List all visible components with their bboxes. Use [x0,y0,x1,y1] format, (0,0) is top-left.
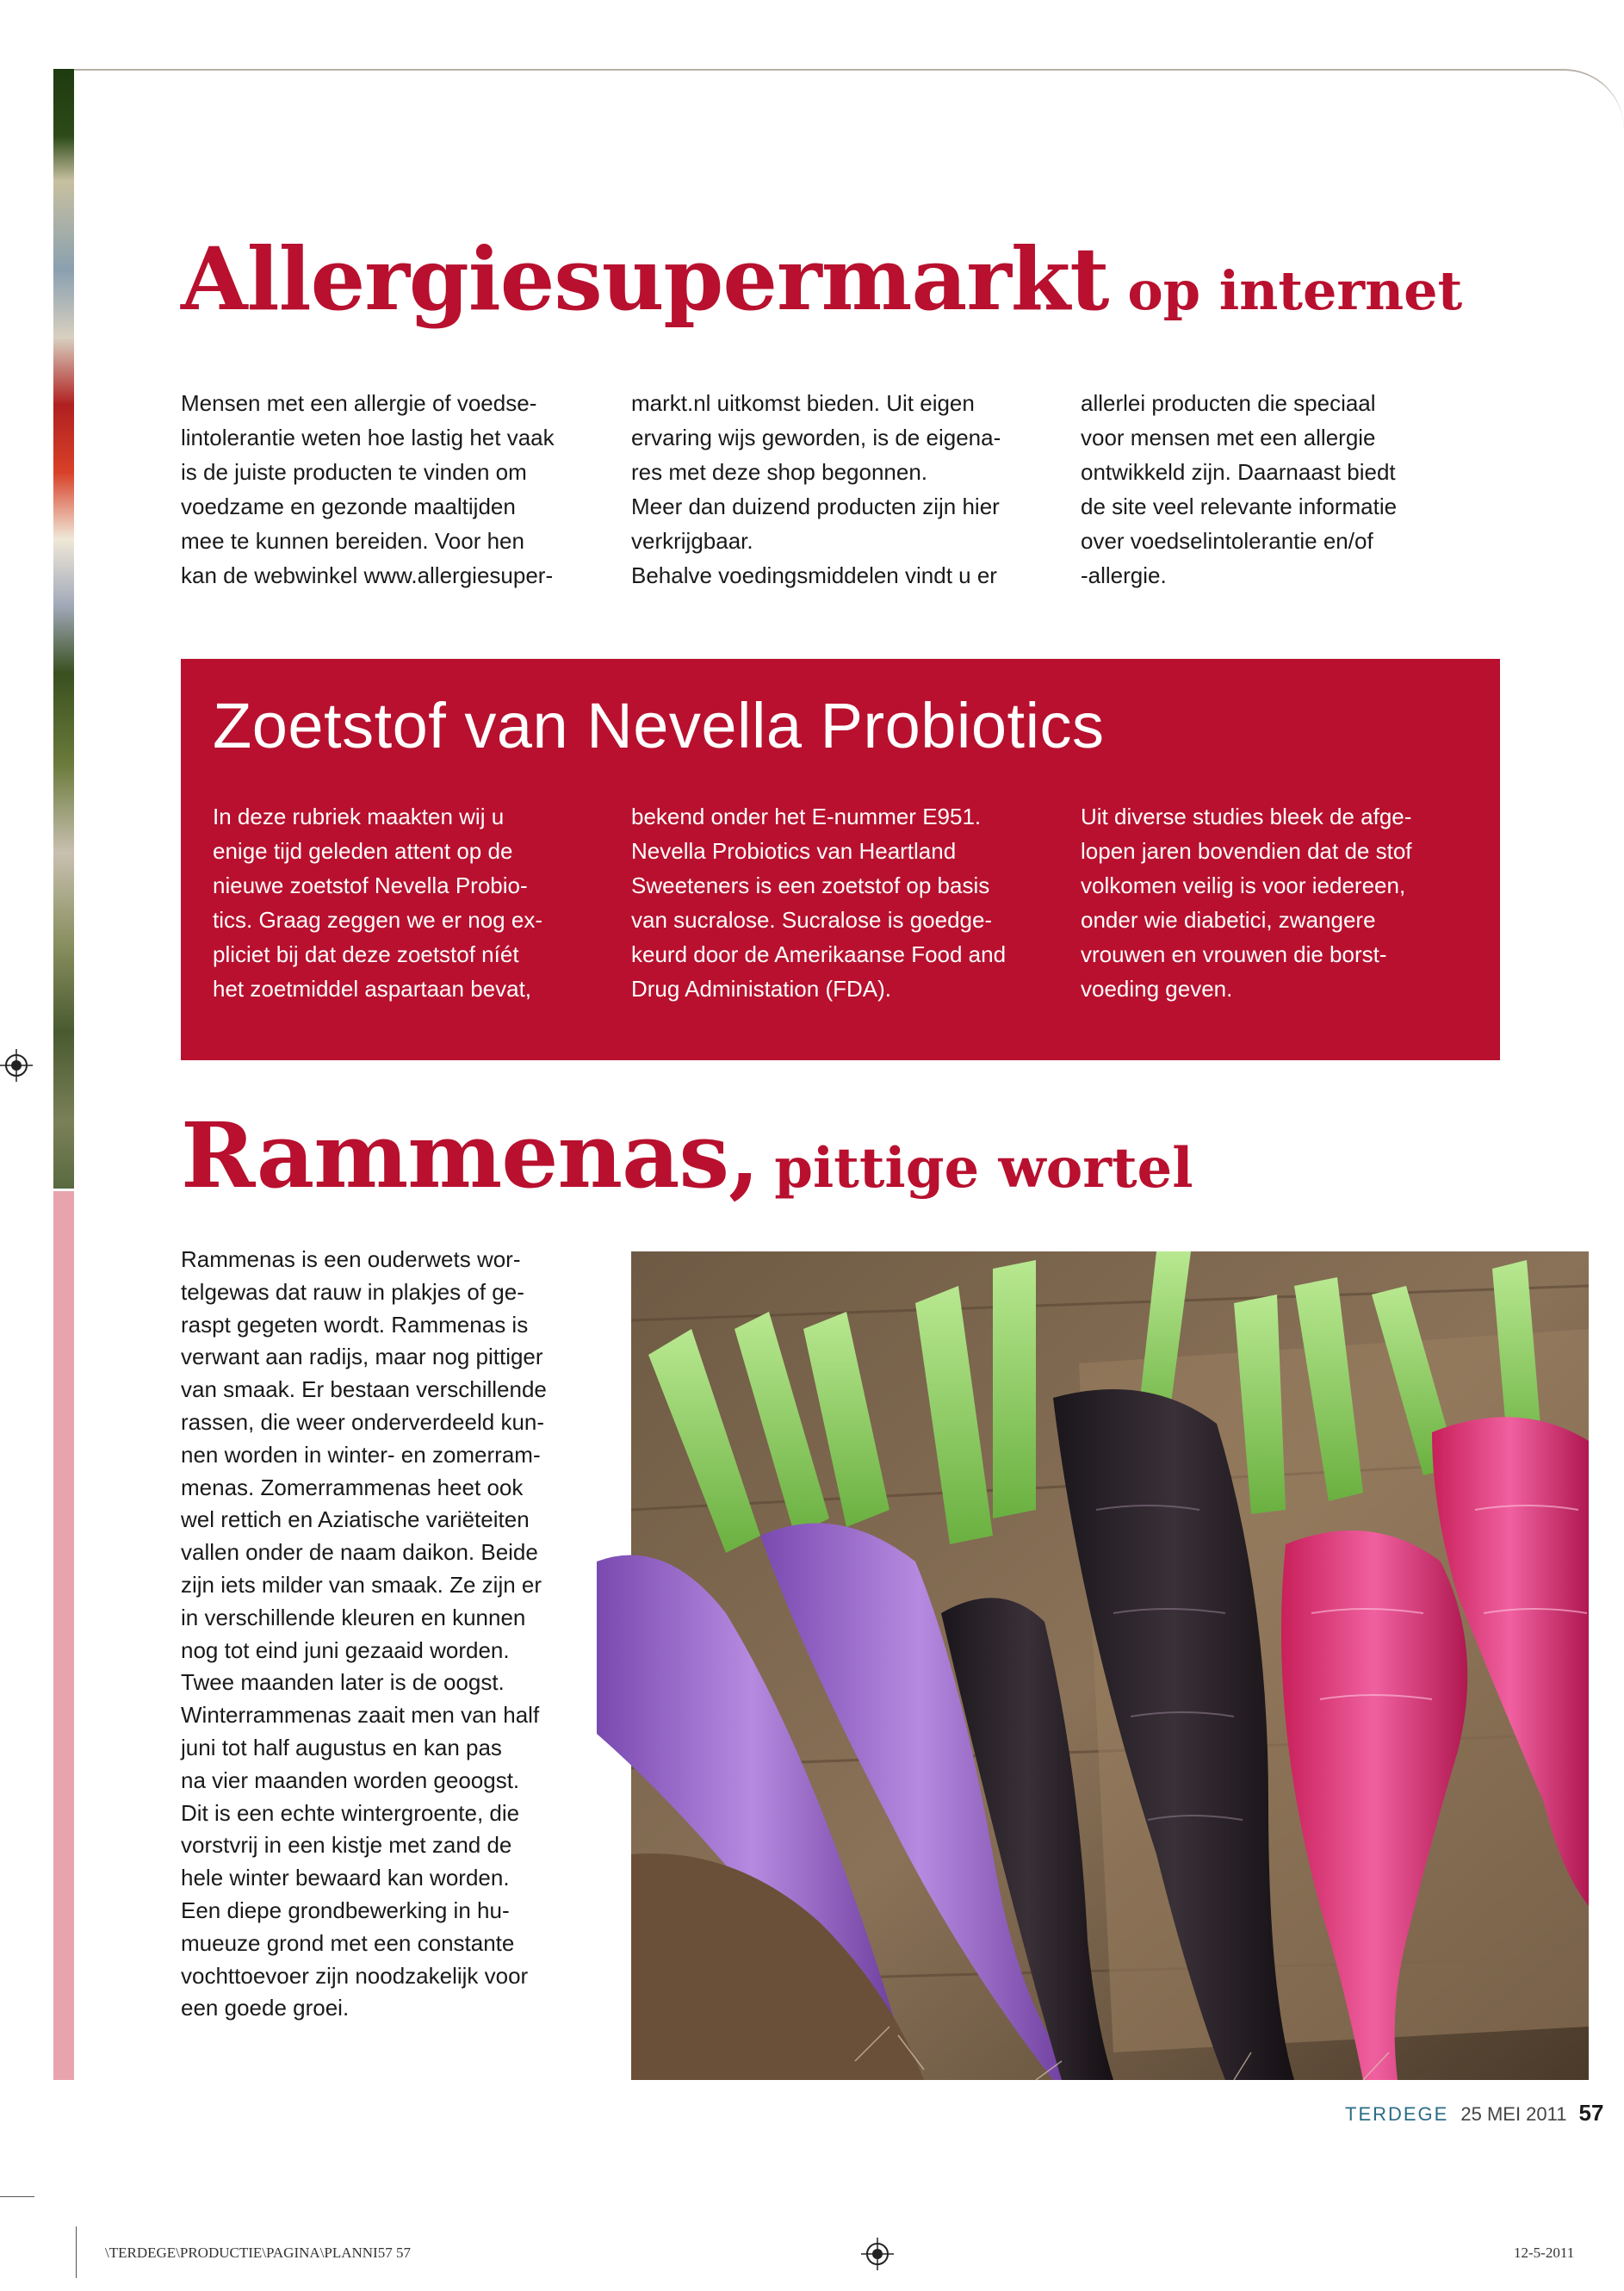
text-line: het zoetmiddel aspartaan bevat, [213,976,532,1002]
text-line: Een diepe grondbewerking in hu- [181,1897,510,1923]
text-line: zijn iets milder van smaak. Ze zijn er [181,1571,542,1598]
text-line: lintolerantie weten hoe lastig het vaak [181,425,555,450]
radish-photo [631,1251,1589,2080]
text-line: markt.nl uitkomst bieden. Uit eigen [631,390,975,416]
text-line: ervaring wijs geworden, is de eigena- [631,425,1001,450]
text-line: -allergie. [1081,562,1167,588]
article1-column-1 [181,386,594,593]
text-line: Nevella Probiotics van Heartland [631,838,957,864]
text-line: ontwikkeld zijn. Daarnaast biedt [1081,459,1396,485]
text-line: keurd door de Amerikaanse Food and [631,941,1007,967]
text-line: raspt gegeten wordt. Rammenas is [181,1311,529,1338]
title-main: Rammenas, [181,1102,759,1208]
left-edge-pink-strip [53,1191,74,2080]
text-line: Drug Administation (FDA). [631,976,891,1002]
box-column-1 [213,799,600,1006]
article-title-rammenas [181,1102,1193,1208]
slug-path: \TERDEGE\PRODUCTIE\PAGINA\PLANNI57 57 [105,2244,411,2261]
title-main: Allergiesupermarkt [181,228,1109,330]
title-sub: op internet [1127,259,1463,322]
text-line: In deze rubriek maakten wij u [213,804,505,829]
text-line: nen worden in winter- en zomerram- [181,1441,541,1468]
text-line: menas. Zomerrammenas heet ook [181,1474,524,1500]
page-footer [1345,2100,1603,2126]
text-line: vallen onder de naam daikon. Beide [181,1539,538,1566]
text-line: hele winter bewaard kan worden. [181,1865,510,1891]
box-heading: Zoetstof van Nevella Probiotics [213,690,1105,761]
article1-column-3 [1081,386,1494,593]
text-line: voeding geven. [1081,976,1233,1002]
text-line: res met deze shop begonnen. [631,459,928,485]
text-line: tics. Graag zeggen we er nog ex- [213,907,542,933]
article-title-allergiesupermarkt [181,228,1462,330]
text-line: juni tot half augustus en kan pas [181,1734,502,1760]
text-line: Mensen met een allergie of voedse- [181,390,537,416]
crop-mark [0,2196,34,2197]
article1-column-2 [631,386,1053,593]
text-line: voedzame en gezonde maaltijden [181,494,516,519]
text-line: over voedselintolerantie en/of [1081,528,1373,554]
text-line: wel rettich en Aziatische variëteiten [181,1506,530,1533]
text-line: verkrijgbaar. [631,528,753,554]
box-column-3 [1081,799,1494,1006]
text-line: onder wie diabetici, zwangere [1081,907,1376,933]
text-line: Behalve voedingsmiddelen vindt u er [631,562,997,588]
text-line: de site veel relevante informatie [1081,494,1398,519]
crop-mark [76,2226,77,2278]
text-line: bekend onder het E-nummer E951. [631,804,982,829]
radish-illustration [631,1251,1589,2080]
text-line: Sweeteners is een zoetstof op basis [631,872,990,898]
text-line: Dit is een echte wintergroente, die [181,1799,520,1826]
footer-date: 25 MEI 2011 [1460,2103,1567,2125]
text-line: van sucralose. Sucralose is goedge- [631,907,993,933]
text-line: Winterrammenas zaait men van half [181,1702,540,1729]
slug-date: 12-5-2011 [1514,2244,1575,2261]
text-line: enige tijd geleden attent op de [213,838,513,864]
text-line: allerlei producten die speciaal [1081,390,1376,416]
text-line: van smaak. Er bestaan verschillende [181,1376,547,1403]
text-line: pliciet bij dat deze zoetstof níét [213,941,519,967]
text-line: nieuwe zoetstof Nevella Probio- [213,872,528,898]
text-line: vorstvrij in een kistje met zand de [181,1832,512,1859]
text-line: vrouwen en vrouwen die borst- [1081,941,1387,967]
registration-mark-icon [861,2238,894,2270]
text-line: lopen jaren bovendien dat de stof [1081,838,1412,864]
text-line: Rammenas is een ouderwets wor- [181,1246,521,1272]
text-line: mueuze grond met een constante [181,1929,515,1956]
text-line: vochttoevoer zijn noodzakelijk voor [181,1962,529,1989]
text-line: mee te kunnen bereiden. Voor hen [181,528,524,554]
title-sub: pittige wortel [774,1136,1193,1201]
text-line: verwant aan radijs, maar nog pittiger [181,1344,543,1370]
text-line: na vier maanden worden geoogst. [181,1766,520,1793]
text-line: telgewas dat rauw in plakjes of ge- [181,1278,524,1305]
text-line: Twee maanden later is de oogst. [181,1669,505,1696]
text-line: Uit diverse studies bleek de afge- [1081,804,1412,829]
text-line: nog tot eind juni gezaaid worden. [181,1636,510,1663]
registration-mark-icon [0,1049,33,1082]
text-line: Meer dan duizend producten zijn hier [631,494,1000,519]
text-line: kan de webwinkel www.allergiesuper- [181,562,554,588]
text-line: rassen, die weer onderverdeeld kun- [181,1408,545,1435]
footer-brand: TERDEGE [1345,2103,1449,2125]
text-line: een goede groei. [181,1995,350,2021]
box-column-2 [631,799,1053,1006]
text-line: voor mensen met een allergie [1081,425,1376,450]
text-line: in verschillende kleuren en kunnen [181,1604,526,1630]
page-number: 57 [1578,2100,1604,2126]
text-line: is de juiste producten te vinden om [181,459,527,485]
article2-body [181,1244,594,2025]
text-line: volkomen veilig is voor iedereen, [1081,872,1406,898]
left-edge-photo-strip [53,69,74,1189]
